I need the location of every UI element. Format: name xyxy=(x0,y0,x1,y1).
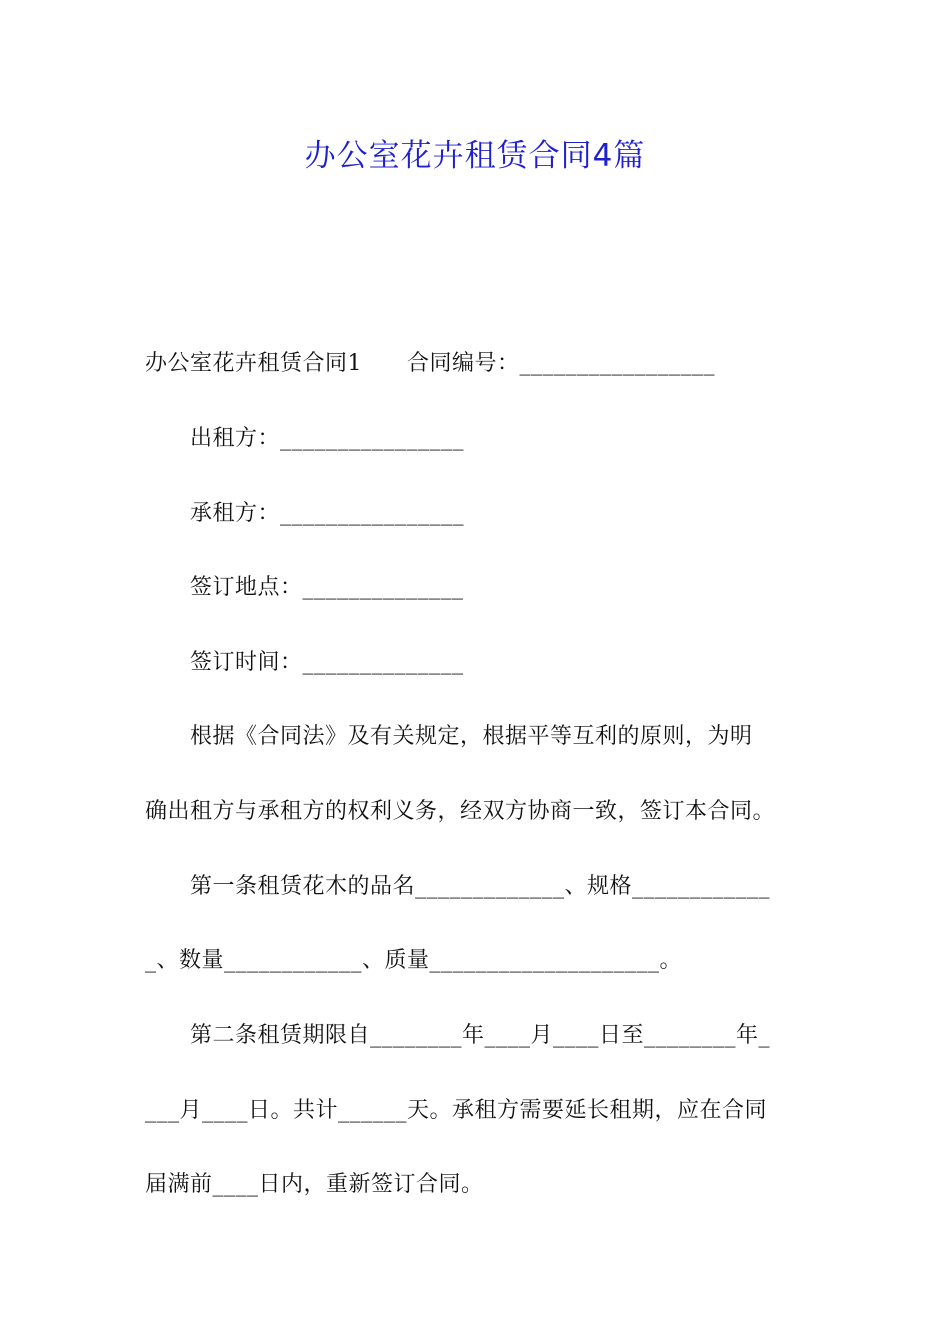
paragraph-line: 根据《合同法》及有关规定，根据平等互利的原则，为明 xyxy=(145,724,753,749)
contract-heading-line: 办公室花卉租赁合同1 合同编号：_________________ xyxy=(145,351,715,376)
lessee-field: 承租方：________________ xyxy=(145,501,465,526)
document-title: 办公室花卉租赁合同4篇 xyxy=(304,138,646,174)
lessor-field: 出租方：________________ xyxy=(145,426,465,451)
signing-place-field: 签订地点：______________ xyxy=(145,575,464,600)
article-1-line: 第一条租赁花木的品名_____________、规格____________ xyxy=(145,874,771,899)
article-2-line: ___月____日。共计______天。承租方需要延长租期，应在合同 xyxy=(145,1098,768,1123)
signing-time-field: 签订时间：______________ xyxy=(145,650,464,675)
article-2-line: 第二条租赁期限自________年____月____日至________年_ xyxy=(145,1023,771,1048)
article-2-line: 届满前____日内，重新签订合同。 xyxy=(145,1172,484,1197)
article-1-line: _、数量____________、质量____________________。 xyxy=(145,948,683,973)
paragraph-line: 确出租方与承租方的权利义务，经双方协商一致，签订本合同。 xyxy=(145,799,776,824)
